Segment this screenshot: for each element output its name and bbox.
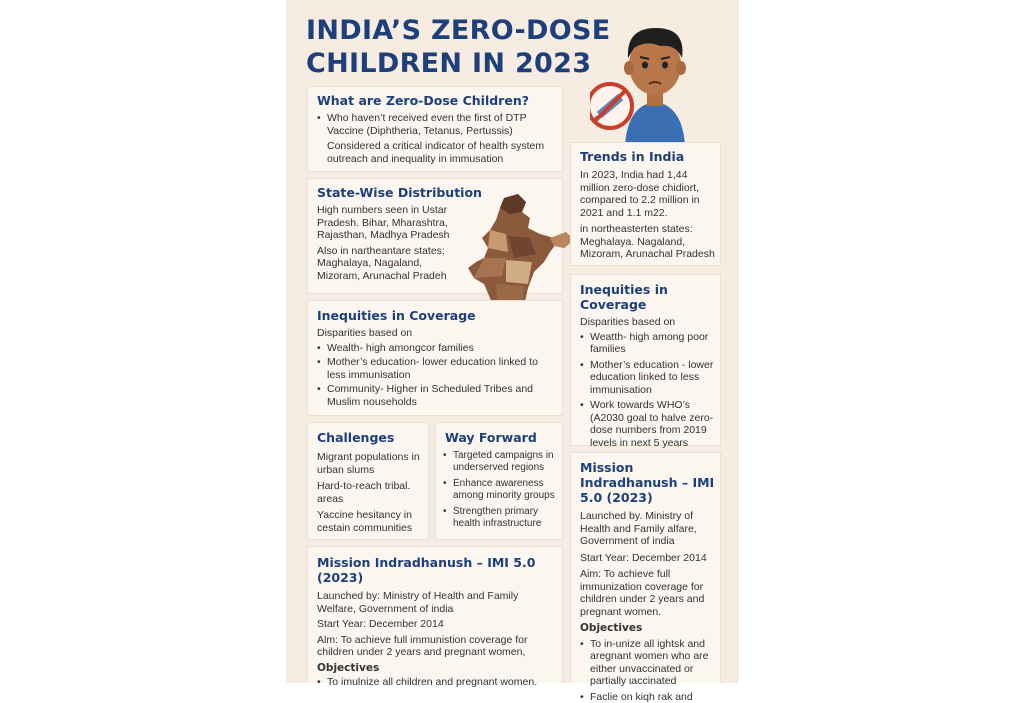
inequities-left-heading: Inequities in Coverage xyxy=(317,308,562,323)
mission-right-start: Start Year: December 2014 xyxy=(580,552,720,565)
list-item: • Strengthen primary health infrastructure xyxy=(443,506,561,530)
what-card xyxy=(307,86,563,172)
mission-left-heading: Mission Indradhanush – IMI 5.0 (2023) xyxy=(317,555,562,585)
what-heading: What are Zero-Dose Children? xyxy=(317,93,562,108)
mission-right-launched: Launched by. Ministry of Health and Family alfare, Government of india xyxy=(580,510,716,548)
list-item: • Targeted campaigns in underserved regions xyxy=(443,450,561,474)
way-forward-card xyxy=(435,422,563,540)
list-item: • To in-unize all ightsk and aregnant women who are either unvaccinated or partially ɩaccinated xyxy=(580,638,712,688)
mission-right-heading: Mission Indradhanush – IMI 5.0 (2023) xyxy=(580,460,716,505)
mission-right-aim: Aim: To achieve full immunization coverage for children under 2 years and pregnant women. xyxy=(580,568,718,618)
inequities-right-card xyxy=(570,274,721,446)
trends-p2: in northeasterten states: Meghalaya. Nagaland, Mizoram, Arunachal Pradesh xyxy=(580,223,720,261)
mission-right-card xyxy=(570,452,721,683)
state-heading: State-Wise Distribution xyxy=(317,185,562,200)
mission-left-aim: Alm: To achieve full immunistion coverage for children under 2 years and pregnant women, xyxy=(317,634,555,659)
inequities-right-intro: Disparities based on xyxy=(580,316,720,329)
list-item: • Mother’s education- lower education linked to less immunisation xyxy=(317,356,539,381)
list-item: • Mother’s education - lower education linked to less immunisation xyxy=(580,359,714,397)
state-p1: High numbers seen in Ustar Pradesh. Bihar, Mharashtra, Rajasthan, Madhya Pradesh xyxy=(317,204,467,242)
mission-left-launched: Launched by: Ministry of Health and Family Welfare, Government of india xyxy=(317,590,547,615)
list-item: • Community- Higher in Scheduled Tribes and Muslim nouseholds xyxy=(317,383,539,408)
page-title xyxy=(306,14,610,80)
list-item: • Faclie on kiqh rak and xyxy=(580,691,712,703)
list-item: • Weatth- high among poor families xyxy=(580,331,714,356)
inequities-left-intro: Disparities based on xyxy=(317,327,562,340)
trends-heading: Trends in India xyxy=(580,149,720,164)
trends-card xyxy=(570,142,721,266)
mission-left-card xyxy=(307,546,563,683)
mission-left-start: Start Year: December 2014 xyxy=(317,618,562,631)
mission-left-objectives-label: Objectives xyxy=(317,662,562,675)
inequities-right-heading: Inequities in Coverage xyxy=(580,282,720,312)
challenges-item: Migrant populations in urban slums xyxy=(317,451,425,476)
list-item: • Work towards WHO’s (A2030 goal to halve zero-dose numbers from 2019 levels in next 5 years xyxy=(580,399,714,449)
what-note: Considered a critical indicator of health system outreach and inequality in immusation xyxy=(327,140,553,165)
mission-right-objectives-label: Objectives xyxy=(580,622,720,635)
list-item: • Wealth- high amongcor families xyxy=(317,342,539,355)
challenges-item: Hard-to-reach tribal. areas xyxy=(317,480,425,505)
title-line-1: INDIA’S ZERO-DOSE xyxy=(306,15,610,46)
challenges-heading: Challenges xyxy=(317,430,428,445)
inequities-left-card xyxy=(307,300,563,416)
no-vaccine-icon xyxy=(590,84,632,128)
list-item: • To imulnize all children and pregnant women. xyxy=(317,676,555,689)
trends-p1: In 2023, India had 1,44 million zero-dose chidiort, compared to 2.2 million in 2021 and 1.1 m22. xyxy=(580,169,716,219)
list-item: • Who haven’t received even the first of DTP Vaccine (Diphtheria, Tetanus, Pertussis) xyxy=(317,112,553,137)
child-illustration-icon xyxy=(590,10,720,145)
way-forward-heading: Way Forward xyxy=(445,430,562,445)
state-p2: Also in nartheantare states; Maghalaya, Nagaland, Mizoram, Arunachal Pradeh xyxy=(317,245,467,283)
challenges-item: Yaccine hesitancy in cestain communities xyxy=(317,509,425,534)
list-item: • Enhance awareness among minority groups xyxy=(443,478,561,502)
title-line-2: CHILDREN IN 2023 xyxy=(306,48,591,79)
challenges-card xyxy=(307,422,429,540)
